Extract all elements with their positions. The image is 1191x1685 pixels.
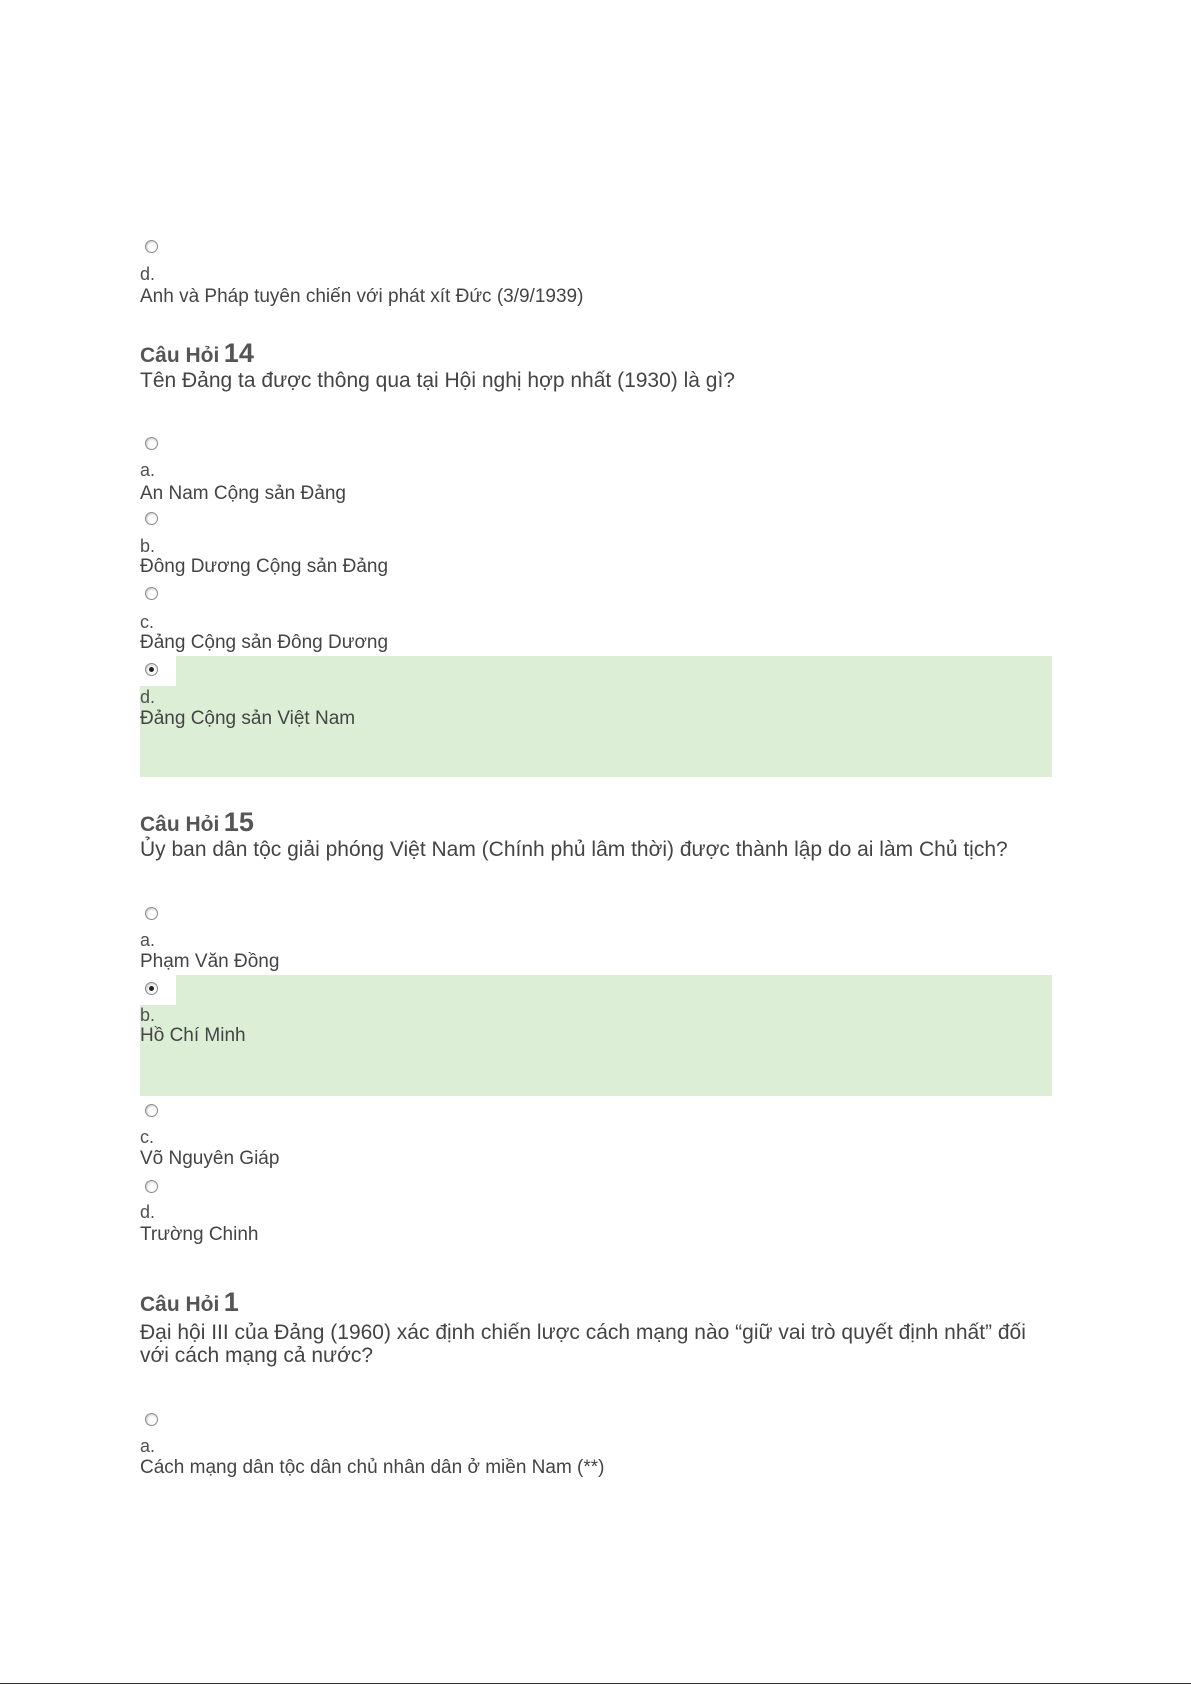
page-bottom-rule — [0, 1683, 1191, 1684]
q15-option-d-radio[interactable] — [145, 1180, 158, 1193]
q14-label: Câu Hỏi — [140, 344, 220, 367]
q15-option-a-text: Phạm Văn Đồng — [140, 951, 280, 972]
prev-option-d-radio[interactable] — [145, 240, 158, 253]
q15-heading — [140, 807, 254, 838]
q14-text: Tên Đảng ta được thông qua tại Hội nghị hợp nhất (1930) là gì? — [140, 369, 735, 392]
q15-option-d-letter: d. — [140, 1202, 156, 1222]
prev-option-d-text: Anh và Pháp tuyên chiến với phát xít Đức (3/9/1939) — [140, 286, 584, 307]
q14-option-c-letter: c. — [140, 612, 155, 632]
q1-option-a-radio[interactable] — [145, 1413, 158, 1426]
q15-option-b-letter: b. — [140, 1005, 156, 1025]
q14-option-b-text: Đông Dương Cộng sản Đảng — [140, 556, 389, 577]
q15-option-b-text: Hồ Chí Minh — [140, 1025, 246, 1046]
q15-option-c-letter: c. — [140, 1127, 155, 1147]
q1-number: 1 — [223, 1287, 239, 1317]
q15-option-c-text: Võ Nguyên Giáp — [140, 1148, 280, 1169]
q1-heading — [140, 1287, 239, 1318]
q14-option-b-letter: b. — [140, 536, 156, 556]
q14-heading — [140, 338, 254, 369]
q1-option-a-letter: a. — [140, 1436, 156, 1456]
q14-option-d-letter: d. — [140, 687, 156, 707]
q14-option-a-radio[interactable] — [145, 437, 158, 450]
q15-label: Câu Hỏi — [140, 813, 220, 836]
q15-number: 15 — [223, 807, 254, 837]
q15-text: Ủy ban dân tộc giải phóng Việt Nam (Chính phủ lâm thời) được thành lập do ai làm Chủ tịch? — [140, 838, 1008, 861]
q14-option-a-text: An Nam Cộng sản Đảng — [140, 483, 346, 504]
q1-text: Đại hội III của Đảng (1960) xác định chiến lược cách mạng nào “giữ vai trò quyết định nhất” đối với cách mạng cả nước? — [140, 1321, 1026, 1367]
prev-option-d-letter: d. — [140, 264, 156, 284]
q1-label: Câu Hỏi — [140, 1293, 220, 1316]
q15-option-a-radio[interactable] — [145, 907, 158, 920]
q14-number: 14 — [223, 338, 254, 368]
q14-option-b-radio[interactable] — [145, 512, 158, 525]
q14-option-d-text: Đảng Cộng sản Việt Nam — [140, 708, 356, 729]
q14-option-d-radio[interactable] — [145, 663, 158, 676]
q15-selected-answer-highlight — [140, 975, 1052, 1096]
q15-option-b-radio[interactable] — [145, 982, 158, 995]
q14-option-c-text: Đảng Cộng sản Đông Dương — [140, 632, 389, 653]
q15-option-d-text: Trường Chinh — [140, 1224, 259, 1245]
q1-option-a-text: Cách mạng dân tộc dân chủ nhân dân ở miền Nam (**) — [140, 1457, 605, 1478]
q15-option-c-radio[interactable] — [145, 1104, 158, 1117]
q14-option-a-letter: a. — [140, 460, 156, 480]
q14-option-c-radio[interactable] — [145, 587, 158, 600]
q15-option-a-letter: a. — [140, 930, 156, 950]
